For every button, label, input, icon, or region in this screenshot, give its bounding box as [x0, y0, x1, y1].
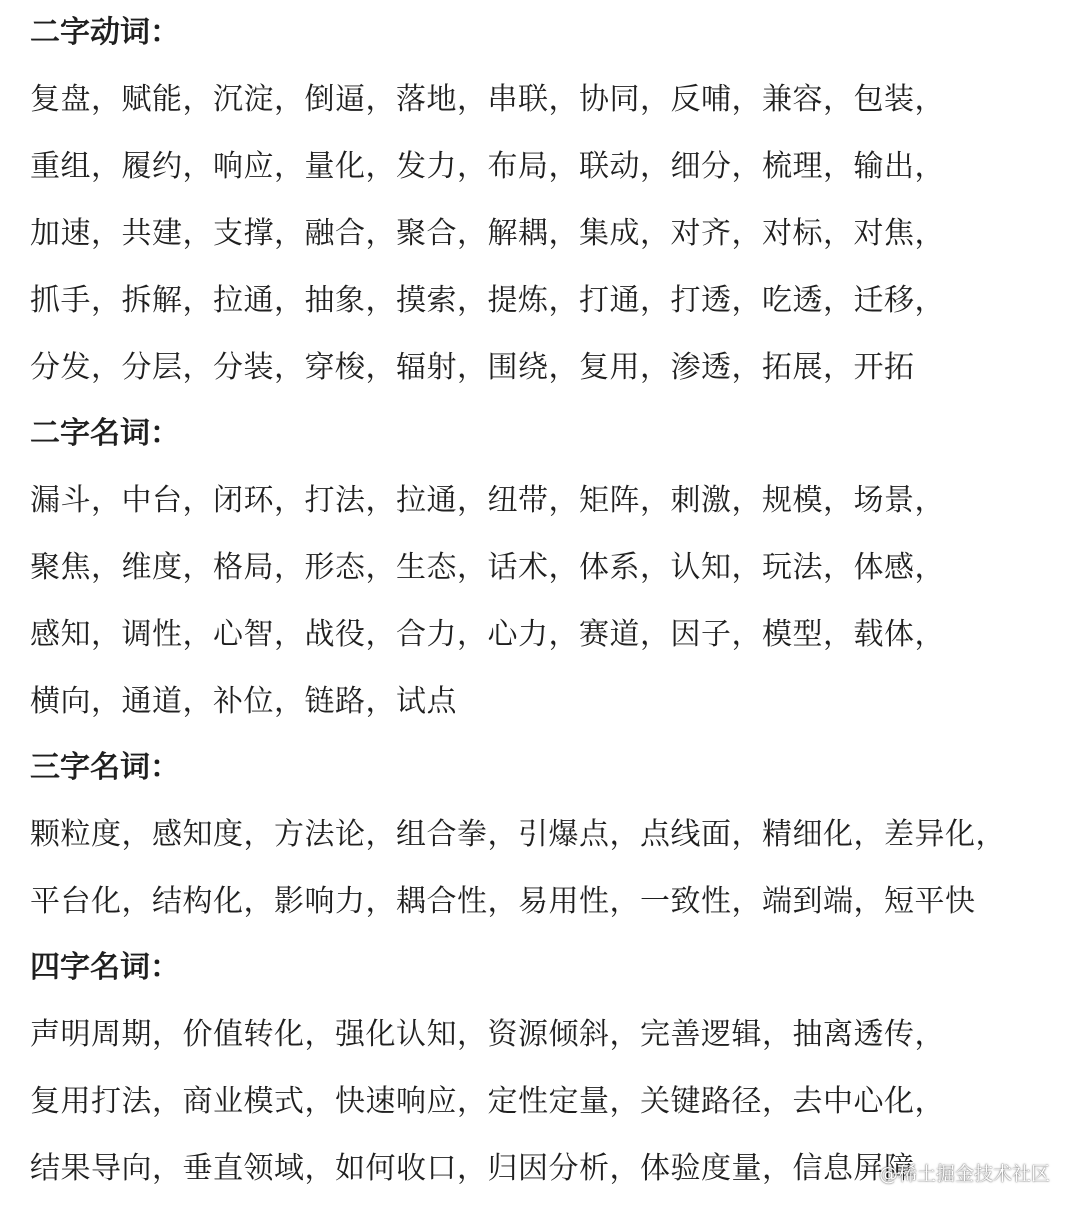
section-heading: 三字名词： — [30, 750, 180, 785]
word-line: 横向，通道，补位，链路，试点 — [30, 684, 457, 719]
section-heading: 四字名词： — [30, 950, 180, 985]
section-verbs-2char — [30, 0, 1060, 401]
word-line: 重组，履约，响应，量化，发力，布局，联动，细分，梳理，输出， — [30, 149, 945, 184]
word-line: 感知，调性，心智，战役，合力，心力，赛道，因子，模型，载体， — [30, 617, 945, 652]
word-line: 抓手，拆解，拉通，抽象，摸索，提炼，打通，打透，吃透，迁移， — [30, 283, 945, 318]
watermark: @稀土掘金技术社区 — [878, 1163, 1050, 1185]
word-line: 加速，共建，支撑，融合，聚合，解耦，集成，对齐，对标，对焦， — [30, 216, 945, 251]
word-line: 结果导向，垂直领域，如何收口，归因分析，体验度量，信息屏障 — [30, 1151, 915, 1186]
word-line: 声明周期，价值转化，强化认知，资源倾斜，完善逻辑，抽离透传， — [30, 1017, 945, 1052]
word-line: 分发，分层，分装，穿梭，辐射，围绕，复用，渗透，拓展，开拓 — [30, 350, 915, 385]
document-body — [30, 0, 1060, 1202]
section-heading: 二字名词： — [30, 416, 180, 451]
word-line: 漏斗，中台，闭环，打法，拉通，纽带，矩阵，刺激，规模，场景， — [30, 483, 945, 518]
word-line: 复用打法，商业模式，快速响应，定性定量，关键路径，去中心化， — [30, 1084, 945, 1119]
word-line: 复盘，赋能，沉淀，倒逼，落地，串联，协同，反哺，兼容，包装， — [30, 82, 945, 117]
word-line: 颗粒度，感知度，方法论，组合拳，引爆点，点线面，精细化，差异化， — [30, 817, 1006, 852]
section-nouns-2char — [30, 401, 1060, 735]
section-nouns-3char — [30, 735, 1060, 935]
section-heading: 二字动词： — [30, 15, 180, 50]
word-line: 聚焦，维度，格局，形态，生态，话术，体系，认知，玩法，体感， — [30, 550, 945, 585]
word-line: 平台化，结构化，影响力，耦合性，易用性，一致性，端到端，短平快 — [30, 884, 976, 919]
